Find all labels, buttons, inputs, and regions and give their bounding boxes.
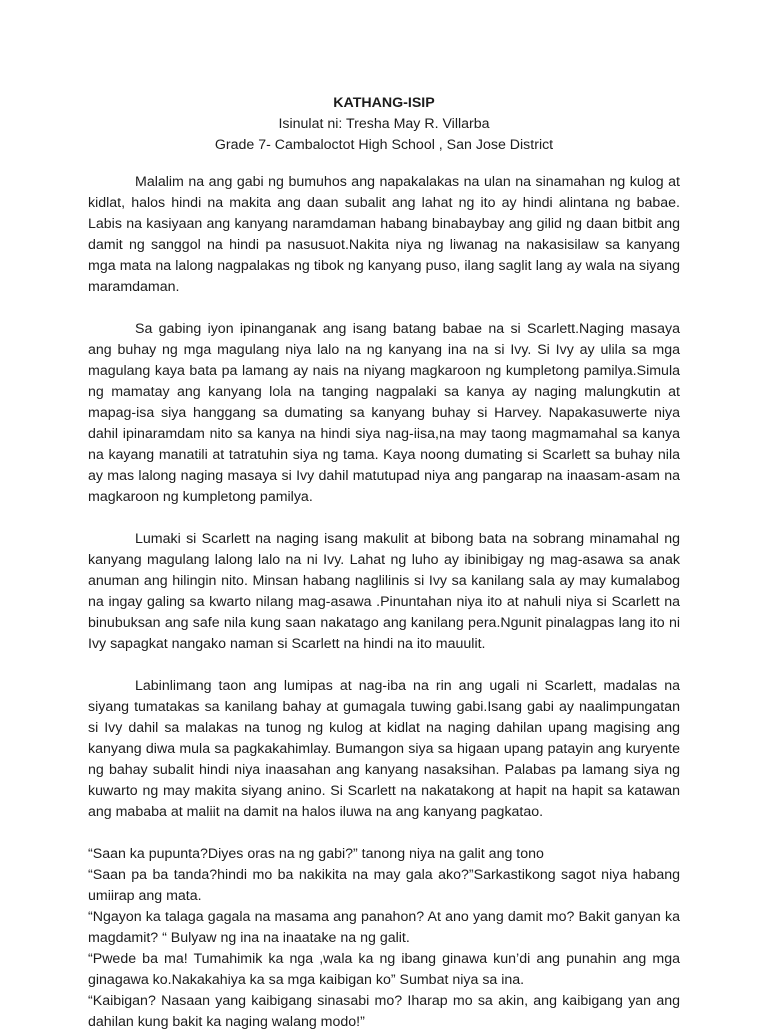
dialogue-line-5: “Kaibigan? Nasaan yang kaibigang sinasabi mo? Iharap mo sa akin, ang kaibigang yan ang dahilan kung bakit ka naging walang modo!” [88,993,680,1030]
dialogue-line-1: “Saan ka pupunta?Diyes oras na ng gabi?” tanong niya na galit ang tono [88,846,544,862]
paragraph-3: Lumaki si Scarlett na naging isang makulit at bibong bata na sobrang minamahal ng kanyang magulang lalong lalo na ni Ivy. Lahat ng luho ay ibinibigay ng mag-asawa sa anak anuman ang hilingin nito. Minsan habang naglilinis si Ivy sa kanilang sala ay may kumalabog na ingay galing sa kwarto nilang mag-asawa .Pinuntahan niya ito at nahuli niya si Scarlett na binubuksan ang safe nila kung saan nakatago ang kanilang pera.Ngunit pinalagpas lang ito ni Ivy sapagkat nangako naman si Scarlett na hindi na ito mauulit. [88,531,680,652]
story-body [88,172,680,1033]
dialogue-section [88,844,680,1033]
author-line: Isinulat ni: Tresha May R. Villarba [278,116,490,132]
dialogue-line-3: “Ngayon ka talaga gagala na masama ang panahon? At ano yang damit mo? Bakit ganyan ka magdamit? “ Bulyaw ng ina na inaatake na ng galit. [88,909,680,946]
paragraph-2: Sa gabing iyon ipinanganak ang isang batang babae na si Scarlett.Naging masaya ang buhay ng mga magulang niya lalo na ng kanyang ina na si Ivy. Si Ivy ay ulila sa mga magulang kaya bata pa lamang ay nais na niyang magkaroon ng kumpletong pamilya.Simula ng mamatay ang kanyang lola na tanging nagpalaki sa kanya ay naging malungkutin at mapag-isa siya hanggang sa dumating sa kanyang buhay si Harvey. Napakasuwerte niya dahil ipinaramdam nito sa kanya na hindi siya nag-iisa,na may taong magmamahal sa kanya na kayang manatili at tatratuhin siya ng tama. Kaya noong dumating si Scarlett sa buhay nila ay mas lalong naging masaya si Ivy dahil matutupad niya ang pangarap na inaasam-asam na magkaroon ng kumpletong pamilya. [88,321,680,505]
school-line: Grade 7- Cambaloctot High School , San Jose District [214,137,554,153]
paragraph-1: Malalim na ang gabi ng bumuhos ang napakalakas na ulan na sinamahan ng kulog at kidlat, halos hindi na makita ang daan subalit ang lahat ng ito ay hindi alintana ng babae. Labis na kasiyaan ang kanyang naramdaman habang binabaybay ang gilid ng daan bitbit ang damit ng sanggol na hindi pa nasusuot.Nakita niya ng liwanag na nakasisilaw sa kanyang mga mata na lalong nagpalakas ng tibok ng kanyang puso, ilang saglit lang ay wala na siyang maramdaman. [88,174,680,295]
document-header [88,93,680,156]
document-title: KATHANG-ISIP [333,95,435,111]
dialogue-line-2: “Saan pa ba tanda?hindi mo ba nakikita na may gala ako?”Sarkastikong sagot niya habang umiirap ang mata. [88,867,680,904]
paragraph-4: Labinlimang taon ang lumipas at nag-iba na rin ang ugali ni Scarlett, madalas na siyang tumatakas sa kanilang bahay at gumagala tuwing gabi.Isang gabi ay naalimpungatan si Ivy dahil sa malakas na tunog ng kulog at kidlat na naging dahilan upang magising ang kanyang diwa mula sa pagkakahimlay. Bumangon siya sa higaan upang patayin ang kuryente ng bahay subalit hindi niya inaasahan ang kanyang nasaksihan. Palabas pa lamang siya ng kuwarto ng may makita siyang anino. Si Scarlett na nakatakong at hapit na hapit sa katawan ang mababa at maliit na damit na halos iluwa na ang kanyang pagkatao. [88,678,680,820]
dialogue-line-4: “Pwede ba ma! Tumahimik ka nga ,wala ka ng ibang ginawa kun’di ang punahin ang mga ginagawa ko.Nakakahiya ka sa mga kaibigan ko” Sumbat niya sa ina. [88,951,680,988]
